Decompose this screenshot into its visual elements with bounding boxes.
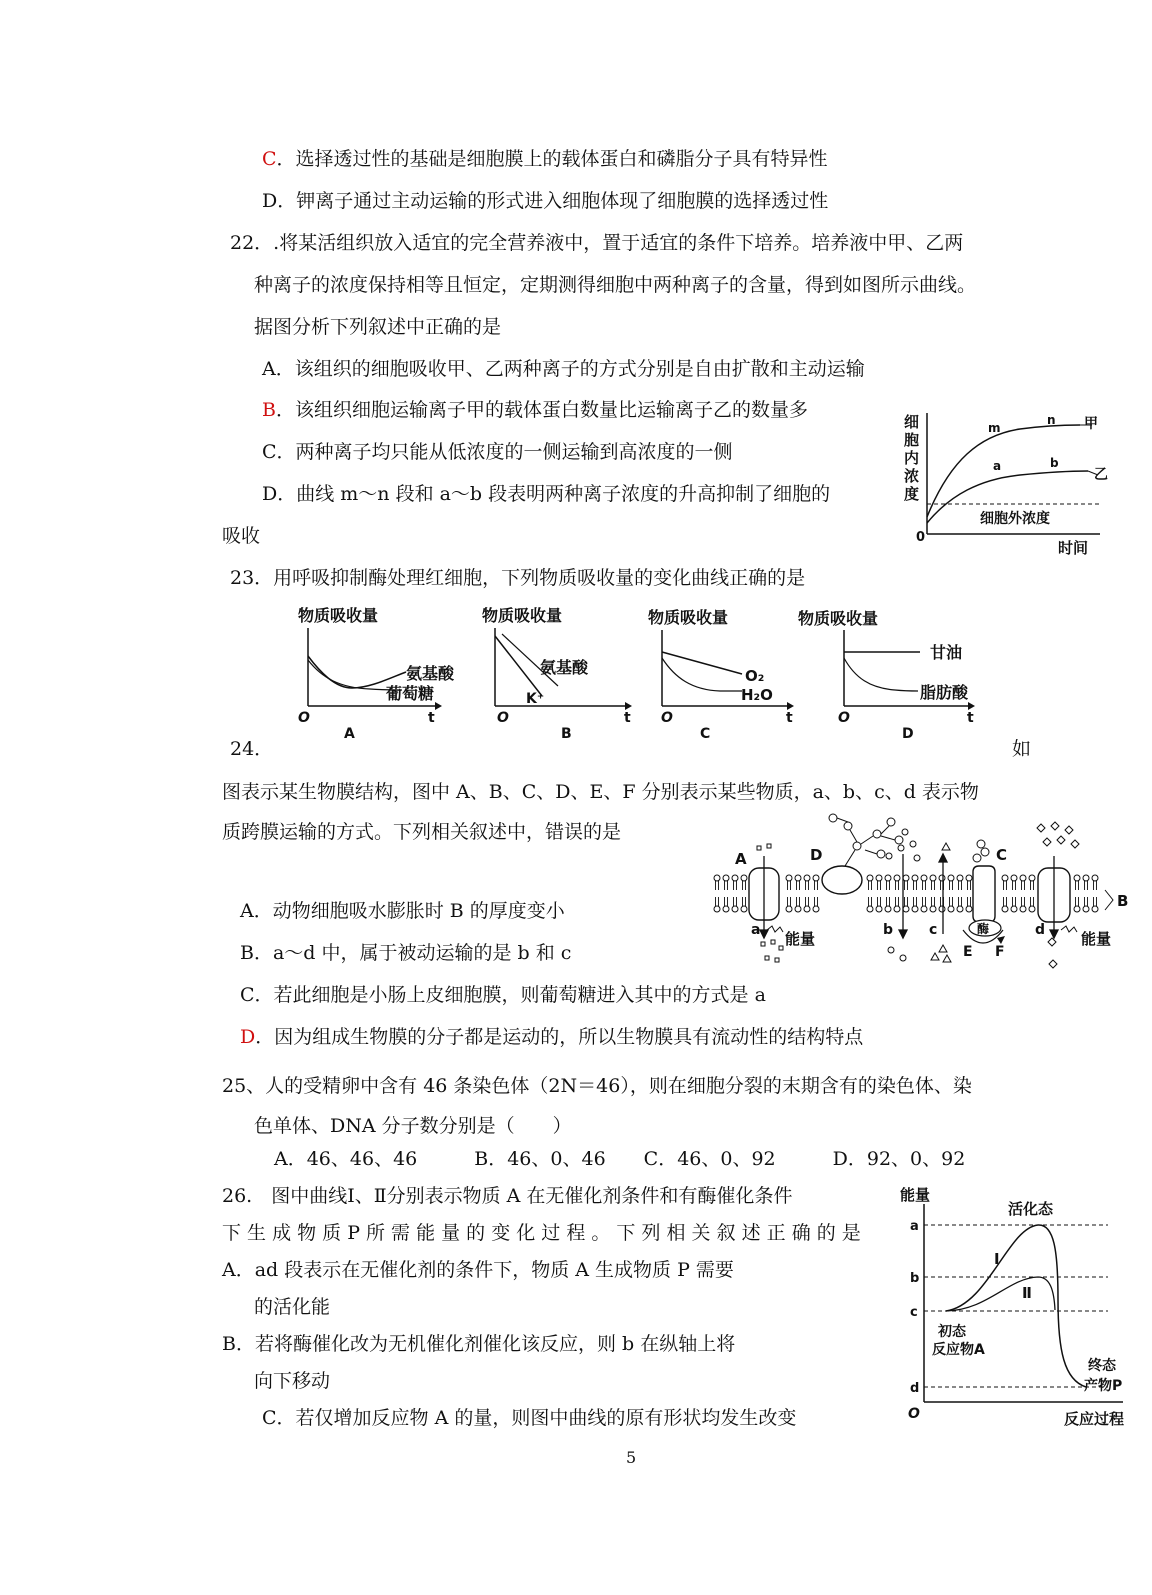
q21-option-c-letter: C: [262, 148, 277, 170]
q22-option-b-text: ．该组织细胞运输离子甲的载体蛋白数量比运输离子乙的数量多: [275, 399, 808, 421]
q26-option-b-line1: B．若将酶催化改为无机催化剂催化该反应，则 b 在纵轴上将: [222, 1333, 736, 1355]
phospholipid-head: [1011, 875, 1017, 890]
phospholipid-head: [723, 875, 729, 890]
q24-membrane-figure: [705, 812, 1135, 972]
q24-protein-c: [973, 866, 995, 922]
q24-label-c: c: [929, 922, 938, 938]
q24-arrows: [760, 854, 1058, 938]
q24-label-D: D: [810, 846, 823, 864]
q22-ylabel-char: 浓: [904, 467, 920, 485]
phospholipid-head: [876, 897, 882, 912]
phospholipid-head: [903, 897, 909, 912]
q22-label-m: m: [988, 421, 1001, 435]
phospholipid-head: [894, 897, 900, 912]
q24-label-E: E: [963, 944, 973, 960]
phospholipid-head: [714, 875, 720, 890]
q23-chart-arrow: [787, 702, 794, 710]
phospholipid-head: [930, 897, 936, 912]
q23-chart-b: [482, 606, 632, 742]
q24-option-b: B．a～d 中，属于被动运输的是 b 和 c: [240, 942, 572, 964]
phospholipid-head: [957, 897, 963, 912]
phospholipid-head: [1029, 875, 1035, 890]
q26-origin: O: [908, 1406, 920, 1422]
q24-label-energy-a: 能量: [785, 930, 816, 948]
q26-option-c: C．若仅增加反应物 A 的量，则图中曲线的原有形状均发生改变: [262, 1407, 797, 1429]
q23-chart-origin: O: [298, 710, 310, 726]
q22-label-yi: 乙: [1094, 467, 1108, 483]
q22-label-n: n: [1047, 413, 1056, 427]
phospholipid-head: [714, 897, 720, 912]
q24-label-B: B: [1117, 892, 1129, 910]
q26-curve-1: [946, 1225, 1086, 1387]
phospholipid-head: [921, 897, 927, 912]
q23-figure: [290, 600, 990, 742]
phospholipid-head: [723, 897, 729, 912]
phospholipid-head: [939, 897, 945, 912]
q26-xlabel: 反应过程: [1064, 1410, 1125, 1428]
phospholipid-head: [786, 875, 792, 890]
q22-curve-jia: [927, 425, 1080, 517]
phospholipid-head: [867, 897, 873, 912]
phospholipid-head: [804, 897, 810, 912]
phospholipid-head: [903, 875, 909, 890]
q24-stem-2: 质跨膜运输的方式。下列相关叙述中，错误的是: [222, 821, 622, 843]
q23-chart-ylabel: 物质吸收量: [798, 609, 879, 628]
phospholipid-head: [1074, 875, 1080, 890]
phospholipid-head: [948, 897, 954, 912]
q26-end-label-2: 产物P: [1084, 1378, 1123, 1394]
q26-start-label-2: 反应物A: [932, 1342, 985, 1358]
phospholipid-head: [1002, 897, 1008, 912]
q24-option-a: A．动物细胞吸水膨胀时 B 的厚度变小: [240, 900, 565, 922]
q26-option-a-line1: A．ad 段表示在无催化剂的条件下，物质 A 生成物质 P 需要: [222, 1259, 734, 1281]
phospholipid-head: [795, 875, 801, 890]
q23-curve-1-label: 氨基酸: [540, 658, 589, 677]
phospholipid-head: [867, 875, 873, 890]
q24-ru: 如: [1012, 738, 1032, 760]
q22-figure: [900, 405, 1130, 560]
q23-chart-ylabel: 物质吸收量: [648, 608, 729, 627]
phospholipid-head: [948, 875, 954, 890]
phospholipid-head: [741, 875, 747, 890]
q24-label-A: A: [735, 850, 747, 868]
phospholipid-head: [1020, 875, 1026, 890]
phospholipid-head: [1002, 875, 1008, 890]
q22-xlabel: 时间: [1058, 539, 1089, 557]
phospholipid-head: [957, 875, 963, 890]
q23-curve-2-label: 葡萄糖: [386, 684, 435, 703]
q26-start-label-1: 初态: [938, 1324, 966, 1340]
q23-chart-arrow: [625, 702, 632, 710]
phospholipid-head: [885, 897, 891, 912]
q23-chart-ylabel: 物质吸收量: [298, 606, 379, 625]
q22-label-a: a: [993, 459, 1002, 473]
q22-ylabel-char: 胞: [904, 431, 920, 449]
q24-option-d-text: ．因为组成生物膜的分子都是运动的，所以生物膜具有流动性的结构特点: [255, 1026, 864, 1048]
phospholipid-head: [732, 875, 738, 890]
q22-option-d-line2: 吸收: [222, 525, 261, 547]
q23-chart-letter: D: [902, 726, 914, 742]
phospholipid-head: [921, 875, 927, 890]
phospholipid-head: [813, 897, 819, 912]
q23-curve-1-label: 甘油: [930, 643, 963, 662]
q22-option-c: C．两种离子均只能从低浓度的一侧运输到高浓度的一侧: [262, 441, 733, 463]
q24-option-d-letter: D: [240, 1026, 256, 1048]
phospholipid-head: [885, 875, 891, 890]
phospholipid-head: [1083, 875, 1089, 890]
q26-tick-a: a: [910, 1219, 919, 1234]
q22-stem-3: 据图分析下列叙述中正确的是: [254, 316, 502, 338]
q23-chart-origin: O: [661, 710, 673, 726]
q22-label-b: b: [1050, 456, 1059, 470]
phospholipid-head: [795, 897, 801, 912]
q24-energy-squiggle-d: [1061, 926, 1077, 932]
q23-chart-x: t: [786, 710, 793, 726]
q26-tick-d: d: [910, 1381, 920, 1396]
q26-option-b-line2: 向下移动: [254, 1370, 331, 1392]
q22-dashed-label: 细胞外浓度: [980, 511, 1050, 527]
phospholipid-head: [939, 875, 945, 890]
phospholipid-head: [1092, 875, 1098, 890]
phospholipid-head: [1083, 897, 1089, 912]
phospholipid-head: [1074, 897, 1080, 912]
q26-energy-figure: [898, 1180, 1138, 1430]
q26-stem-1: 26. 图中曲线Ⅰ、Ⅱ分别表示物质 A 在无催化剂条件和有酶催化条件: [222, 1185, 793, 1207]
page-number: 5: [626, 1448, 637, 1467]
q24-energy-squiggle-a: [767, 926, 783, 932]
q24-label-b: b: [883, 922, 894, 938]
q23-curve-1-label: O₂: [745, 667, 765, 685]
q23-stem: 23．用呼吸抑制酶处理红细胞，下列物质吸收量的变化曲线正确的是: [230, 567, 806, 589]
q23-chart-d: [798, 609, 975, 742]
phospholipid-head: [876, 875, 882, 890]
q23-chart-origin: O: [838, 710, 850, 726]
phospholipid-head: [894, 875, 900, 890]
q26-end-label-1: 终态: [1088, 1358, 1116, 1374]
q23-curve-2: [844, 658, 918, 691]
q22-option-d-line1: D．曲线 m～n 段和 a～b 段表明两种离子浓度的升高抑制了细胞的: [262, 483, 831, 505]
q26-option-a-line2: 的活化能: [254, 1296, 331, 1318]
phospholipid-head: [930, 875, 936, 890]
q22-ylabel-char: 度: [904, 485, 920, 503]
q26-stem-2: 下 生 成 物 质 P 所 需 能 量 的 变 化 过 程 。 下 列 相 关 叙 述 正 确 的 是: [222, 1222, 861, 1244]
q23-chart-origin: O: [497, 710, 509, 726]
phospholipid-head: [1029, 897, 1035, 912]
q23-chart-letter: A: [344, 726, 355, 742]
q26-tick-c: c: [910, 1305, 918, 1320]
q24-option-c: C．若此细胞是小肠上皮细胞膜，则葡萄糖进入其中的方式是 a: [240, 984, 766, 1006]
q23-curve-2-label: K⁺: [526, 691, 545, 707]
q22-stem-1: 22．.将某活组织放入适宜的完全营养液中，置于适宜的条件下培养。培养液中甲、乙两: [230, 232, 964, 254]
phospholipid-head: [966, 875, 972, 890]
phospholipid-head: [813, 875, 819, 890]
q23-chart-ylabel: 物质吸收量: [482, 606, 563, 625]
q24-label-enzyme: 酶: [977, 922, 990, 936]
q25-stem-1: 25、人的受精卵中含有 46 条染色体（2N＝46），则在细胞分裂的末期含有的染色体、染: [222, 1075, 972, 1097]
q23-chart-letter: C: [700, 726, 711, 742]
q26-curve-2-label: Ⅱ: [1022, 1284, 1032, 1302]
q26-curve-1-label: Ⅰ: [994, 1250, 1000, 1268]
q25-stem-2: 色单体、DNA 分子数分别是（ ）: [254, 1115, 572, 1137]
q22-stem-2: 种离子的浓度保持相等且恒定，定期测得细胞中两种离子的含量，得到如图所示曲线。: [254, 274, 977, 296]
phospholipid-head: [786, 897, 792, 912]
q23-curve-1: [495, 636, 542, 696]
q24-option-d: [240, 1025, 863, 1049]
q22-ylabel: [904, 413, 919, 503]
q23-curve-1-label: 氨基酸: [406, 664, 455, 683]
q23-chart-a: [298, 606, 455, 742]
q24-label-C: C: [996, 846, 1008, 864]
q23-chart-arrow: [435, 702, 442, 710]
q24-protein-d: [822, 866, 862, 894]
q24-label-a: a: [751, 922, 761, 938]
q23-chart-x: t: [967, 710, 974, 726]
q24-number: 24．: [230, 738, 274, 760]
q21-option-c: [262, 147, 828, 171]
q24-label-d: d: [1035, 922, 1046, 938]
phospholipid-head: [966, 897, 972, 912]
q23-curve-2-label: 脂肪酸: [920, 683, 969, 702]
q26-curve-2: [946, 1277, 1055, 1311]
phospholipid-head: [912, 875, 918, 890]
phospholipid-head: [1092, 897, 1098, 912]
q26-top-label: 活化态: [1008, 1200, 1054, 1218]
q22-label-jia: 甲: [1084, 416, 1098, 432]
q24-label-F: F: [995, 944, 1005, 960]
q23-chart-c: [648, 608, 794, 742]
q23-chart-x: t: [428, 710, 435, 726]
q22-ylabel-char: 内: [904, 449, 920, 467]
q21-option-c-text: ．选择透过性的基础是细胞膜上的载体蛋白和磷脂分子具有特异性: [276, 148, 828, 170]
phospholipid-head: [912, 897, 918, 912]
phospholipid-head: [1011, 897, 1017, 912]
q22-ylabel-char: 细: [904, 413, 920, 431]
q22-option-a: A．该组织的细胞吸收甲、乙两种离子的方式分别是自由扩散和主动运输: [262, 358, 865, 380]
q22-origin: 0: [916, 530, 926, 545]
q26-tick-b: b: [910, 1271, 920, 1286]
q23-curve-2-label: H₂O: [741, 686, 773, 704]
q23-curve-1: [662, 652, 742, 674]
q24-glycan: [829, 814, 903, 866]
q22-option-b: [262, 398, 808, 422]
q24-stem-1: 图表示某生物膜结构，图中 A、B、C、D、E、F 分别表示某些物质，a、b、c、d 表示物: [222, 781, 979, 803]
phospholipid-head: [741, 897, 747, 912]
q23-chart-letter: B: [561, 726, 572, 742]
q26-ylabel: 能量: [900, 1186, 931, 1204]
phospholipid-head: [804, 875, 810, 890]
q21-option-d: D．钾离子通过主动运输的形式进入细胞体现了细胞膜的选择透过性: [262, 190, 829, 212]
q23-chart-arrow: [968, 702, 975, 710]
phospholipid-head: [1020, 897, 1026, 912]
q22-option-b-letter: B: [262, 399, 276, 421]
q25-options: A．46、46、46 B．46、0、46 C．46、0、92 D．92、0、92: [274, 1148, 966, 1170]
q24-label-energy-d: 能量: [1081, 930, 1112, 948]
q23-chart-x: t: [624, 710, 631, 726]
phospholipid-head: [732, 897, 738, 912]
